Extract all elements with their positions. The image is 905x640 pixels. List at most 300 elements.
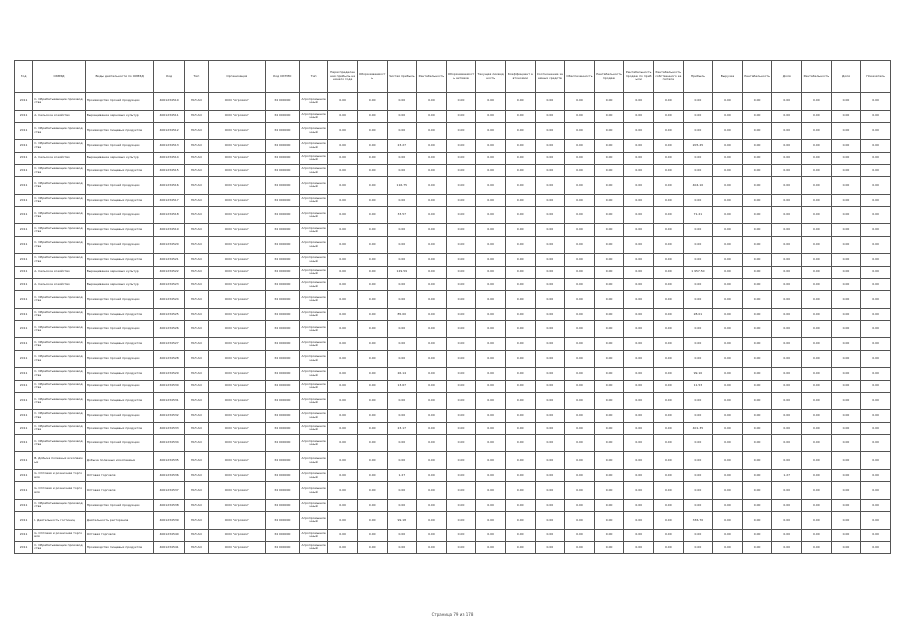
table-cell: 0.00 xyxy=(357,452,387,470)
table-cell: 0.00 xyxy=(446,224,476,236)
table-cell: 0.00 xyxy=(713,308,743,320)
table-cell: 0.00 xyxy=(387,529,417,541)
table-cell: 1.27 xyxy=(772,469,802,481)
table-cell: 2011 xyxy=(15,392,33,410)
table-cell: 0.00 xyxy=(565,368,595,380)
table-cell: 0.00 xyxy=(624,320,654,338)
table-cell: 0.00 xyxy=(505,499,535,511)
page-footer: Страница 79 из 178 xyxy=(431,612,474,617)
table-cell: 34 000000 xyxy=(265,224,299,236)
column-header: Оборачиваемость активов xyxy=(446,61,476,93)
table-cell: 2011 xyxy=(15,254,33,266)
table-cell: ЮЛ АО xyxy=(184,469,208,481)
table-cell: ООО "Агрохим" xyxy=(209,392,266,410)
table-cell: Агропромышленный xyxy=(299,110,327,122)
table-cell: 4001234514 xyxy=(154,152,184,164)
table-cell: 0.00 xyxy=(535,512,565,530)
table-cell: 0.00 xyxy=(535,152,565,164)
table-cell: 0.00 xyxy=(772,291,802,309)
table-cell: 34 000000 xyxy=(265,206,299,224)
table-cell: 0.00 xyxy=(387,236,417,254)
table-cell: 0.00 xyxy=(594,499,624,511)
table-cell: 0.00 xyxy=(446,469,476,481)
table-cell: 0.00 xyxy=(713,422,743,434)
table-cell: 0.00 xyxy=(653,422,683,434)
table-cell: 34 000000 xyxy=(265,122,299,140)
table-cell: 0.00 xyxy=(742,122,772,140)
table-cell: 0.00 xyxy=(357,93,387,111)
table-cell: 0.00 xyxy=(446,140,476,152)
table-cell: 0.00 xyxy=(476,152,506,164)
table-cell: 0.00 xyxy=(742,320,772,338)
table-cell: ООО "Агрохим" xyxy=(209,177,266,195)
table-cell: 0.00 xyxy=(831,541,861,553)
table-cell: 0.00 xyxy=(831,206,861,224)
table-cell: 0.00 xyxy=(357,122,387,140)
table-cell: 0.00 xyxy=(505,392,535,410)
table-cell: 0.00 xyxy=(594,224,624,236)
table-cell: 0.00 xyxy=(505,224,535,236)
table-cell: 2011 xyxy=(15,320,33,338)
table-cell: 0.00 xyxy=(831,224,861,236)
table-cell: 0.00 xyxy=(594,164,624,176)
table-cell: 0.00 xyxy=(742,499,772,511)
table-cell: 0.00 xyxy=(594,338,624,350)
table-cell: 0.00 xyxy=(802,164,832,176)
table-cell: 0.00 xyxy=(624,291,654,309)
table-row xyxy=(15,122,891,140)
table-cell: 0.00 xyxy=(594,380,624,392)
table-cell: 0.00 xyxy=(713,434,743,452)
table-cell: 0.00 xyxy=(831,392,861,410)
table-cell: 2011 xyxy=(15,529,33,541)
table-cell: 0.00 xyxy=(535,482,565,500)
table-row xyxy=(15,291,891,309)
table-cell: 0.00 xyxy=(328,194,358,206)
table-cell: 0.00 xyxy=(565,541,595,553)
column-header: Рентабельность xyxy=(802,61,832,93)
table-cell: 0.00 xyxy=(328,291,358,309)
table-cell: 0.00 xyxy=(357,152,387,164)
table-cell: 0.00 xyxy=(861,122,891,140)
table-cell: 0.00 xyxy=(742,140,772,152)
table-cell: 0.00 xyxy=(535,499,565,511)
table-cell: 0.00 xyxy=(742,110,772,122)
table-cell: 0.00 xyxy=(357,368,387,380)
table-cell: 0.00 xyxy=(772,410,802,422)
table-cell: 34 000000 xyxy=(265,422,299,434)
table-cell: 0.00 xyxy=(802,320,832,338)
table-cell: 0.00 xyxy=(417,308,447,320)
table-cell: ЮЛ АО xyxy=(184,291,208,309)
table-cell: 0.00 xyxy=(831,368,861,380)
table-cell: ЮЛ АО xyxy=(184,529,208,541)
table-cell: ООО "Агрохим" xyxy=(209,482,266,500)
table-cell: 0.00 xyxy=(387,338,417,350)
table-cell: 0.00 xyxy=(565,308,595,320)
table-cell: Производство прочей продукции xyxy=(85,93,154,111)
table-cell: Агропромышленный xyxy=(299,380,327,392)
table-cell: ЮЛ АО xyxy=(184,93,208,111)
table-cell: 0.00 xyxy=(624,93,654,111)
header-row xyxy=(15,61,891,93)
table-cell: 0.00 xyxy=(565,499,595,511)
table-cell: 0.00 xyxy=(713,452,743,470)
table-cell: 0.00 xyxy=(476,236,506,254)
table-cell: 0.00 xyxy=(653,350,683,368)
table-cell: 0.00 xyxy=(772,434,802,452)
table-cell: 0.00 xyxy=(387,93,417,111)
table-cell: 0.00 xyxy=(772,368,802,380)
table-cell: 0.00 xyxy=(802,224,832,236)
table-cell: 0.00 xyxy=(476,291,506,309)
table-cell: 34 000000 xyxy=(265,93,299,111)
table-cell: Производство пищевых продуктов xyxy=(85,194,154,206)
table-cell: 0.00 xyxy=(861,350,891,368)
table-cell: 0.00 xyxy=(476,452,506,470)
table-cell: 4001234532 xyxy=(154,410,184,422)
table-cell: 0.00 xyxy=(683,499,713,511)
table-cell: 0.00 xyxy=(861,93,891,111)
table-cell: 0.00 xyxy=(624,206,654,224)
table-cell: 0.00 xyxy=(831,308,861,320)
table-cell: 0.00 xyxy=(594,93,624,111)
table-cell: 0.00 xyxy=(831,236,861,254)
table-cell: 0.00 xyxy=(535,194,565,206)
table-cell: 34 000000 xyxy=(265,350,299,368)
table-cell: 0.00 xyxy=(831,529,861,541)
table-cell: 0.00 xyxy=(802,338,832,350)
table-cell: Агропромышленный xyxy=(299,291,327,309)
table-row xyxy=(15,499,891,511)
table-cell: Производство прочей продукции xyxy=(85,236,154,254)
table-cell: 0.00 xyxy=(417,278,447,290)
table-cell: 34 000000 xyxy=(265,368,299,380)
table-cell: 0.00 xyxy=(446,541,476,553)
table-cell: А. Сельское хозяйство xyxy=(33,266,86,278)
table-cell: Производство пищевых продуктов xyxy=(85,338,154,350)
table-cell: 0.00 xyxy=(624,177,654,195)
table-cell: 0.00 xyxy=(357,512,387,530)
table-cell: 34 000000 xyxy=(265,140,299,152)
table-cell: 0.00 xyxy=(831,320,861,338)
table-cell: 0.00 xyxy=(565,529,595,541)
table-cell: Производство пищевых продуктов xyxy=(85,422,154,434)
table-cell: 4001234531 xyxy=(154,392,184,410)
table-cell: 0.00 xyxy=(535,110,565,122)
table-cell: 0.00 xyxy=(535,350,565,368)
table-cell: 0.00 xyxy=(831,194,861,206)
table-cell: 0.00 xyxy=(446,422,476,434)
table-cell: 0.00 xyxy=(861,422,891,434)
table-cell: 0.00 xyxy=(713,224,743,236)
table-cell: 0.00 xyxy=(772,380,802,392)
table-cell: 0.00 xyxy=(565,392,595,410)
table-cell: 0.00 xyxy=(713,194,743,206)
table-cell: 0.00 xyxy=(861,206,891,224)
table-cell: 0.00 xyxy=(446,368,476,380)
table-cell: Агропромышленный xyxy=(299,529,327,541)
table-cell: 0.00 xyxy=(772,122,802,140)
table-cell: ООО "Агрохим" xyxy=(209,224,266,236)
table-cell: 0.00 xyxy=(387,194,417,206)
table-cell: 2011 xyxy=(15,236,33,254)
table-cell: 0.00 xyxy=(565,152,595,164)
table-cell: 0.00 xyxy=(742,152,772,164)
table-cell: 0.00 xyxy=(417,152,447,164)
table-cell: 2011 xyxy=(15,266,33,278)
table-cell: 0.00 xyxy=(802,529,832,541)
table-cell: 0.00 xyxy=(624,254,654,266)
table-cell: Агропромышленный xyxy=(299,422,327,434)
table-cell: 0.00 xyxy=(653,206,683,224)
table-cell: 0.00 xyxy=(861,338,891,350)
table-cell: С. Обрабатывающие производства xyxy=(33,350,86,368)
table-cell: 0.00 xyxy=(417,320,447,338)
table-cell: 1.27 xyxy=(387,469,417,481)
table-cell: 0.00 xyxy=(505,320,535,338)
table-cell: 0.00 xyxy=(476,541,506,553)
table-cell: 0.00 xyxy=(831,452,861,470)
table-cell: 0.00 xyxy=(861,499,891,511)
table-cell: 0.00 xyxy=(772,422,802,434)
table-cell: 0.00 xyxy=(328,206,358,224)
table-cell: 0.00 xyxy=(328,512,358,530)
table-cell: 0.00 xyxy=(565,122,595,140)
table-cell: 0.00 xyxy=(653,541,683,553)
table-cell: С. Обрабатывающие производства xyxy=(33,308,86,320)
table-cell: 0.00 xyxy=(446,110,476,122)
table-cell: 0.00 xyxy=(417,338,447,350)
table-cell: 0.00 xyxy=(742,164,772,176)
table-cell: 0.00 xyxy=(742,482,772,500)
table-cell: 34 000000 xyxy=(265,291,299,309)
table-cell: 4001234510 xyxy=(154,93,184,111)
table-cell: 0.00 xyxy=(772,452,802,470)
table-cell: 0.00 xyxy=(565,93,595,111)
table-cell: 4001234523 xyxy=(154,278,184,290)
table-cell: ЮЛ АО xyxy=(184,152,208,164)
table-cell: 13.67 xyxy=(387,380,417,392)
table-cell: 0.00 xyxy=(861,529,891,541)
table-cell: ЮЛ АО xyxy=(184,499,208,511)
table-cell: 0.00 xyxy=(328,482,358,500)
table-cell: 0.00 xyxy=(742,254,772,266)
table-cell: 404.10 xyxy=(683,177,713,195)
table-cell: 2011 xyxy=(15,541,33,553)
table-cell: 0.00 xyxy=(742,194,772,206)
table-cell: 0.00 xyxy=(446,320,476,338)
table-cell: 0.00 xyxy=(417,350,447,368)
table-cell: 0.00 xyxy=(476,422,506,434)
table-cell: Агропромышленный xyxy=(299,469,327,481)
table-cell: 0.00 xyxy=(387,499,417,511)
table-cell: Агропромышленный xyxy=(299,224,327,236)
table-cell: 0.00 xyxy=(831,177,861,195)
table-cell: ООО "Агрохим" xyxy=(209,110,266,122)
table-cell: 0.00 xyxy=(742,350,772,368)
table-cell: G. Оптовая и розничная торговля xyxy=(33,482,86,500)
column-header: Соотношение заемных средств xyxy=(535,61,565,93)
table-cell: 4001234539 xyxy=(154,512,184,530)
table-cell: 85.00 xyxy=(387,308,417,320)
table-cell: Агропромышленный xyxy=(299,392,327,410)
table-cell: 0.00 xyxy=(742,93,772,111)
table-cell: 0.00 xyxy=(387,410,417,422)
table-cell: 0.00 xyxy=(624,512,654,530)
table-cell: 0.00 xyxy=(535,452,565,470)
table-cell: 2011 xyxy=(15,350,33,368)
table-cell: ООО "Агрохим" xyxy=(209,529,266,541)
table-row xyxy=(15,368,891,380)
table-cell: 0.00 xyxy=(565,410,595,422)
table-cell: 0.00 xyxy=(328,320,358,338)
column-header: Показатель xyxy=(861,61,891,93)
table-cell: Производство прочей продукции xyxy=(85,177,154,195)
table-cell: 34 000000 xyxy=(265,541,299,553)
table-cell: 0.00 xyxy=(417,434,447,452)
table-cell: 0.00 xyxy=(535,177,565,195)
table-cell: 0.00 xyxy=(802,392,832,410)
table-cell: 0.00 xyxy=(446,194,476,206)
table-cell: Оптовая торговля xyxy=(85,529,154,541)
table-cell: Агропромышленный xyxy=(299,512,327,530)
table-cell: 0.00 xyxy=(417,266,447,278)
table-cell: 34 000000 xyxy=(265,236,299,254)
table-cell: 0.00 xyxy=(387,278,417,290)
table-cell: 0.00 xyxy=(802,206,832,224)
table-cell: 23.27 xyxy=(387,140,417,152)
table-cell: 4001234535 xyxy=(154,452,184,470)
table-cell: ЮЛ АО xyxy=(184,308,208,320)
table-cell: 34 000000 xyxy=(265,392,299,410)
table-cell: 0.00 xyxy=(713,392,743,410)
table-row xyxy=(15,93,891,111)
table-cell: С. Обрабатывающие производства xyxy=(33,410,86,422)
table-row xyxy=(15,422,891,434)
table-cell: 0.00 xyxy=(357,380,387,392)
table-cell: 0.00 xyxy=(653,469,683,481)
table-row xyxy=(15,469,891,481)
table-cell: С. Обрабатывающие производства xyxy=(33,320,86,338)
table-cell: 0.00 xyxy=(624,529,654,541)
table-row xyxy=(15,224,891,236)
table-cell: 0.00 xyxy=(683,110,713,122)
column-header: ОКВЭД xyxy=(33,61,86,93)
table-cell: 0.00 xyxy=(624,499,654,511)
table-cell: 0.00 xyxy=(328,140,358,152)
table-cell: 0.00 xyxy=(772,224,802,236)
table-cell: 0.00 xyxy=(861,482,891,500)
table-cell: Агропромышленный xyxy=(299,350,327,368)
table-cell: 4001234513 xyxy=(154,140,184,152)
table-cell: 0.00 xyxy=(535,164,565,176)
table-cell: 0.00 xyxy=(565,482,595,500)
table-row xyxy=(15,338,891,350)
table-cell: 0.00 xyxy=(535,380,565,392)
table-cell: 0.00 xyxy=(387,152,417,164)
table-row xyxy=(15,236,891,254)
table-cell: 0.00 xyxy=(476,529,506,541)
table-cell: 0.00 xyxy=(683,410,713,422)
table-cell: 0.00 xyxy=(328,308,358,320)
table-cell: 0.00 xyxy=(861,410,891,422)
table-cell: 34 000000 xyxy=(265,469,299,481)
table-cell: ЮЛ АО xyxy=(184,482,208,500)
table-cell: 34 000000 xyxy=(265,499,299,511)
table-cell: 0.00 xyxy=(713,350,743,368)
table-cell: 0.00 xyxy=(713,380,743,392)
table-cell: 0.00 xyxy=(772,350,802,368)
table-cell: 0.00 xyxy=(328,422,358,434)
table-cell: 0.00 xyxy=(417,164,447,176)
table-cell: С. Обрабатывающие производства xyxy=(33,392,86,410)
table-cell: 0.00 xyxy=(417,529,447,541)
table-cell: 0.00 xyxy=(505,512,535,530)
table-cell: А. Сельское хозяйство xyxy=(33,152,86,164)
table-cell: ЮЛ АО xyxy=(184,434,208,452)
column-header: Тип xyxy=(184,61,208,93)
table-cell: 0.00 xyxy=(357,469,387,481)
table-cell: 34 000000 xyxy=(265,278,299,290)
table-cell: 0.00 xyxy=(417,206,447,224)
table-cell: ЮЛ АО xyxy=(184,512,208,530)
table-cell: 0.00 xyxy=(565,194,595,206)
table-cell: 0.00 xyxy=(831,350,861,368)
table-cell: 0.00 xyxy=(683,541,713,553)
table-cell: 0.00 xyxy=(476,110,506,122)
table-row xyxy=(15,350,891,368)
table-cell: 0.00 xyxy=(831,140,861,152)
table-cell: 0.00 xyxy=(328,152,358,164)
table-cell: 34 000000 xyxy=(265,320,299,338)
table-cell: 0.00 xyxy=(802,499,832,511)
table-row xyxy=(15,512,891,530)
table-cell: 0.00 xyxy=(446,266,476,278)
table-cell: 0.00 xyxy=(535,434,565,452)
table-cell: 2011 xyxy=(15,110,33,122)
table-cell: 0.00 xyxy=(742,434,772,452)
table-cell: 0.00 xyxy=(476,350,506,368)
table-cell: 0.00 xyxy=(328,266,358,278)
table-cell: 0.00 xyxy=(594,482,624,500)
table-cell: 0.00 xyxy=(446,291,476,309)
table-cell: 0.00 xyxy=(476,194,506,206)
table-cell: 0.00 xyxy=(861,308,891,320)
column-header: Прибыль xyxy=(683,61,713,93)
table-cell: 0.00 xyxy=(624,368,654,380)
table-cell: 0.00 xyxy=(772,338,802,350)
table-cell: 0.00 xyxy=(535,122,565,140)
table-cell: Производство прочей продукции xyxy=(85,434,154,452)
table-cell: С. Обрабатывающие производства xyxy=(33,434,86,452)
table-row xyxy=(15,452,891,470)
table-cell: 0.00 xyxy=(802,434,832,452)
table-cell: 4001234522 xyxy=(154,266,184,278)
table-cell: 4001234518 xyxy=(154,206,184,224)
table-cell: 2011 xyxy=(15,482,33,500)
table-row xyxy=(15,110,891,122)
table-cell: 0.00 xyxy=(476,434,506,452)
table-row xyxy=(15,410,891,422)
table-cell: Агропромышленный xyxy=(299,140,327,152)
table-cell: 34 000000 xyxy=(265,194,299,206)
table-cell: Агропромышленный xyxy=(299,452,327,470)
table-cell: В. Добыча полезных ископаемых xyxy=(33,452,86,470)
table-cell: 0.00 xyxy=(772,152,802,164)
table-cell: 0.00 xyxy=(476,368,506,380)
table-cell: 0.00 xyxy=(505,278,535,290)
